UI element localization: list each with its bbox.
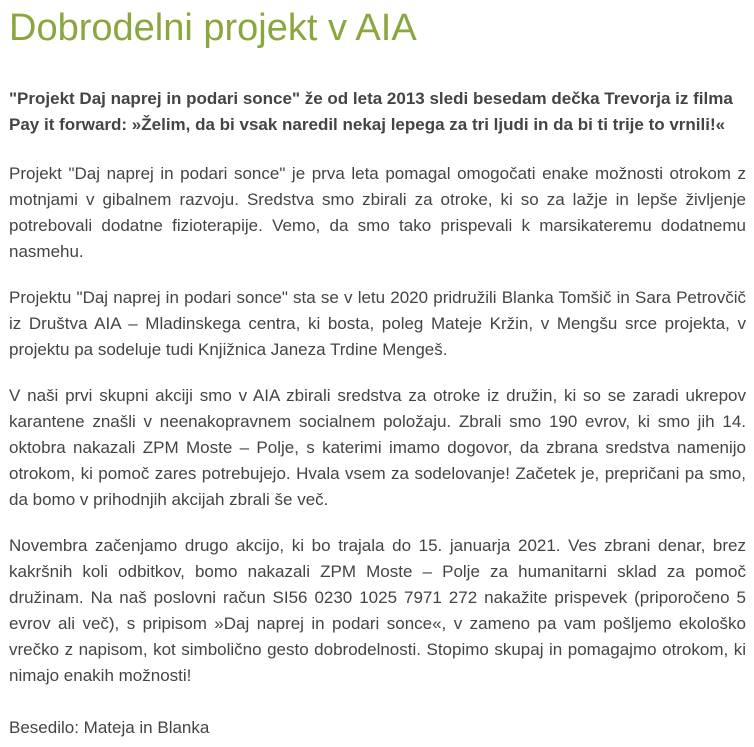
article-paragraph: V naši prvi skupni akciji smo v AIA zbirali sredstva za otroke iz družin, ki so se zaradi ukrepov karantene znašli v neenakopravnem socialnem položaju. Zbrali smo 190 evrov, ki smo jih 14. oktobra nakazali ZPM Moste – Polje, s katerimi imamo dogovor, da zbrana sredstva namenijo otrokom, ki pomoč zares potrebujejo. Hvala vsem za sodelovanje! Začetek je, prepričani pa smo, da bomo v prihodnjih akcijah zbrali še več. [9, 386, 746, 509]
page-title: Dobrodelni projekt v AIA [9, 7, 417, 49]
article-paragraph: Novembra začenjamo drugo akcijo, ki bo trajala do 15. januarja 2021. Ves zbrani denar, brez kakršnih koli odbitkov, bomo nakazali ZPM Moste – Polje za humanitarni sklad za pomoč družinam. Na naš poslovni račun SI56 0230 1025 7971 272 nakažite prispevek (priporočeno 5 evrov ali več), s pripisom »Daj naprej in podari sonce«, v zameno pa vam pošljemo ekološko vrečko z napisom, kot simbolično gesto dobrodelnosti. Stopimo skupaj in pomagajmo otrokom, ki nimajo enakih možnosti! [9, 536, 746, 685]
article-lead: "Projekt Daj naprej in podari sonce" že od leta 2013 sledi besedam dečka Trevorja iz filma Pay it forward: »Želim, da bi vsak naredil nekaj lepega za tri ljudi in da bi ti trije to vrnili!« [9, 89, 733, 134]
article-credit: Besedilo: Mateja in Blanka [9, 718, 210, 737]
article-paragraph: Projektu "Daj naprej in podari sonce" sta se v letu 2020 pridružili Blanka Tomšič in Sara Petrovčič iz Društva AIA – Mladinskega centra, ki bosta, poleg Mateje Kržin, v Mengšu srce projekta, v projektu pa sodeluje tudi Knjižnica Janeza Trdine Mengeš. [9, 288, 746, 359]
article-paragraph: Projekt "Daj naprej in podari sonce" je prva leta pomagal omogočati enake možnosti otrokom z motnjami v gibalnem razvoju. Sredstva smo zbirali za otroke, ki so za lažje in lepše življenje potrebovali dodatne fizioterapije. Vemo, da smo tako prispevali k marsikateremu dodatnemu nasmehu. [9, 164, 746, 261]
